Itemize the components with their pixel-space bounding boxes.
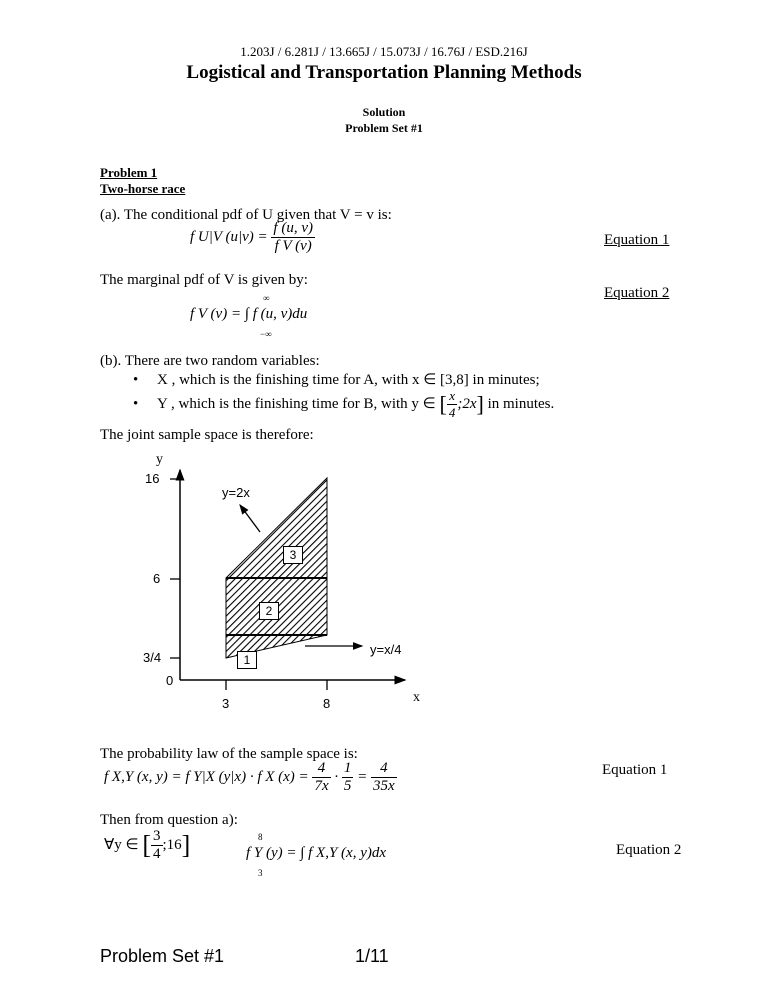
arrow-y2x <box>240 505 260 532</box>
page-number: 1/11 <box>355 946 389 966</box>
x-tick-8: 8 <box>323 696 331 711</box>
y-tick-0: 0 <box>166 673 174 688</box>
range-num: 3 <box>153 828 161 844</box>
probability-text: The probability law of the sample space is: <box>100 746 358 762</box>
question-a-equation-label: Equation 2 <box>616 842 682 858</box>
problem-name: Two-horse race <box>100 181 186 196</box>
problem-set-label: Problem Set #1 <box>345 121 423 135</box>
frac-3-num: 4 <box>371 760 397 778</box>
frac-2-num: 1 <box>343 760 352 776</box>
frac-3-den: 35x <box>372 778 395 794</box>
integral-lower: 3 <box>258 868 263 878</box>
frac-2-den: 5 <box>343 778 352 794</box>
document-title: Logistical and Transportation Planning Methods <box>186 62 582 83</box>
y-tick-3-4: 3/4 <box>143 650 162 665</box>
joint-text: The joint sample space is therefore: <box>100 427 314 443</box>
prob-lhs: f X,Y (x, y) = f Y|X (y|x) · f X (x) = <box>104 768 309 785</box>
prob-equation-label: Equation 1 <box>602 762 668 778</box>
eq1-lhs: f U|V (u|v) = <box>190 228 268 245</box>
bullet-2-post: ;2x <box>457 395 477 412</box>
bullet-2: • Y , which is the finishing time for B, with y ∈ [ $\frac{x}{4}$ ;2x] in minutes. <box>133 388 555 420</box>
x-tick-3: 3 <box>222 696 230 711</box>
x-axis-label: x <box>413 690 420 705</box>
problem-number: Problem 1 <box>100 165 158 180</box>
region-3-label: 3 <box>283 546 303 564</box>
y-axis-label: y <box>156 452 163 467</box>
bullet-1-text: X , which is the finishing time for A, with x ∈ [3,8] in minutes; <box>157 372 540 388</box>
sample-space-region <box>226 478 327 658</box>
marginal-y-equation: f Y (y) = ∫ f X,Y (x, y)dx <box>246 845 387 861</box>
y-tick-6: 6 <box>153 571 161 586</box>
equation-2-label: Equation 2 <box>604 285 670 301</box>
solution-label: Solution <box>362 105 406 119</box>
y-tick-16: 16 <box>145 471 160 486</box>
line-label-yx4: y=x/4 <box>370 642 402 657</box>
bullet-2-den: 4 <box>448 405 456 420</box>
equation-2: f V (v) = ∫ f (u, v)du <box>190 306 308 322</box>
frac-1-den: 7x <box>314 778 329 794</box>
marginal-text: The marginal pdf of V is given by: <box>100 272 308 288</box>
probability-equation: f X,Y (x, y) = f Y|X (y|x) · f X (x) = $\frac{4}{7x}$ · $\frac{1}{5}$ = $\frac{4}{35x}$ <box>104 760 395 794</box>
bullet-2-end: in minutes. <box>487 395 555 412</box>
eq1-denominator: f V (v) <box>274 238 312 254</box>
bullet-2-text: Y , which is the finishing time for B, with y ∈ <box>157 395 436 412</box>
frac-1-num: 4 <box>312 760 330 778</box>
forall: ∀y ∈ <box>104 836 139 853</box>
part-a-intro: (a). The conditional pdf of U given that V = v is: <box>100 207 392 223</box>
region-1-label: 1 <box>237 651 257 669</box>
y-range: ∀y ∈ [ $\frac{3}{4}$ ;16] <box>104 828 191 862</box>
question-a-text: Then from question a): <box>100 812 238 828</box>
footer-left: Problem Set #1 <box>100 946 225 966</box>
eq1-numerator: f (u, v) <box>273 220 313 236</box>
bullet-2-num: x <box>447 388 458 405</box>
bullet-1: • X , which is the finishing time for A, with x ∈ [3,8] in minutes; <box>133 372 540 388</box>
eq2-upper: ∞ <box>263 293 270 303</box>
integral-upper: 8 <box>258 832 263 842</box>
equation-1-label: Equation 1 <box>604 232 670 248</box>
region-2-label: 2 <box>259 602 279 620</box>
range-post: ;16 <box>162 836 182 853</box>
part-b-intro: (b). There are two random variables: <box>100 353 320 369</box>
eq2-lower: −∞ <box>260 329 272 339</box>
course-numbers: 1.203J / 6.281J / 13.665J / 15.073J / 16.76J / ESD.216J <box>240 44 528 59</box>
range-den: 4 <box>153 846 161 862</box>
line-label-y2x: y=2x <box>222 485 250 500</box>
